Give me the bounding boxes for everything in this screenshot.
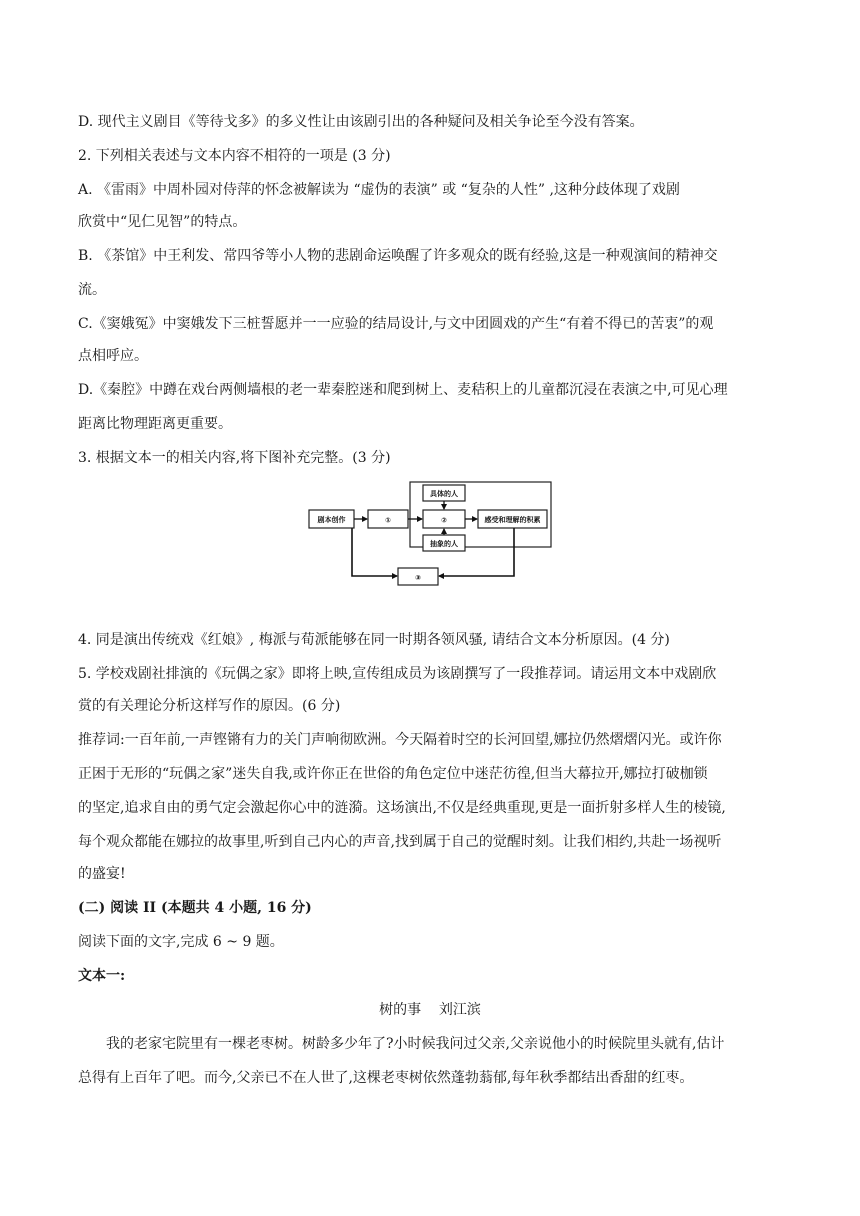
option-b-line2: 流。 bbox=[78, 282, 106, 298]
script-creation-label: 剧本创作 bbox=[317, 516, 346, 524]
question-2: 2. 下列相关表述与文本内容不相符的一项是 (3 分) bbox=[78, 148, 391, 164]
recommendation-line4: 每个观众都能在娜拉的故事里,听到自己内心的声音,找到属于自己的觉醒时刻。让我们相约,共赴一场视听 bbox=[78, 834, 722, 850]
blank-2-label: ② bbox=[441, 516, 447, 525]
option-c-line1: C.《窦娥冤》中窦娥发下三桩誓愿并一一应验的结局设计,与文中团圆戏的产生“有着不得已的苦衷”的观 bbox=[78, 316, 714, 332]
article-title: 树的事 刘江滨 bbox=[379, 1002, 481, 1018]
option-d-q1: D. 现代主义剧目《等待戈多》的多义性让由该剧引出的各种疑问及相关争论至今没有答案。 bbox=[78, 114, 644, 130]
article-paragraph-line2: 总得有上百年了吧。而今,父亲已不在人世了,这棵老枣树依然蓬勃蓊郁,每年秋季都结出香甜的红枣。 bbox=[78, 1070, 694, 1086]
option-d-line1: D.《秦腔》中蹲在戏台两侧墙根的老一辈秦腔迷和爬到树上、麦秸积上的儿童都沉浸在表演之中,可见心理 bbox=[78, 382, 728, 398]
option-b-line1: B. 《茶馆》中王利发、常四爷等小人物的悲剧命运唤醒了许多观众的既有经验,这是一种观演间的精神交 bbox=[78, 248, 718, 264]
text-one-label: 文本一: bbox=[78, 968, 126, 984]
option-d-line2: 距离比物理距离更重要。 bbox=[78, 416, 232, 432]
concrete-person-label: 具体的人 bbox=[430, 490, 458, 498]
accumulation-label: 感受和理解的积累 bbox=[484, 516, 541, 524]
question-5-line1: 5. 学校戏剧社排演的《玩偶之家》即将上映,宣传组成员为该剧撰写了一段推荐词。请运用文本中戏剧欣 bbox=[78, 666, 717, 682]
flow-diagram bbox=[306, 481, 552, 588]
recommendation-line5: 的盛宴! bbox=[78, 866, 126, 882]
blank-1-label: ① bbox=[385, 516, 391, 525]
section-2-heading: (二) 阅读 II (本题共 4 小题, 16 分) bbox=[78, 900, 312, 916]
arrow-script-to-3 bbox=[352, 528, 397, 576]
option-a-line1: A. 《雷雨》中周朴园对侍萍的怀念被解读为 “虚伪的表演” 或 “复杂的人性” ,这种分歧体现了戏剧 bbox=[78, 182, 680, 198]
recommendation-line1: 推荐词:一百年前,一声铿锵有力的关门声响彻欧洲。今天隔着时空的长河回望,娜拉仍然熠熠闪光。或许你 bbox=[78, 732, 722, 748]
option-a-line2: 欣赏中“见仁见智”的特点。 bbox=[78, 214, 247, 230]
question-4: 4. 同是演出传统戏《红娘》, 梅派与荀派能够在同一时期各领风骚, 请结合文本分析原因。(4 分) bbox=[78, 632, 670, 648]
recommendation-line3: 的坚定,追求自由的勇气定会激起你心中的涟漪。这场演出,不仅是经典重现,更是一面折射多样人生的棱镜, bbox=[78, 800, 726, 816]
question-3: 3. 根据文本一的相关内容,将下图补充完整。(3 分) bbox=[78, 450, 391, 466]
option-c-line2: 点相呼应。 bbox=[78, 348, 148, 364]
reading-instruction: 阅读下面的文字,完成 6 ~ 9 题。 bbox=[78, 934, 284, 950]
flow-diagram-svg bbox=[306, 481, 552, 588]
question-5-line2: 赏的有关理论分析这样写作的原因。(6 分) bbox=[78, 698, 341, 714]
blank-3-label: ③ bbox=[415, 574, 421, 582]
recommendation-line2: 正困于无形的“玩偶之家”迷失自我,或许你正在世俗的角色定位中迷茫彷徨,但当大幕拉开,娜拉打破枷锁 bbox=[78, 766, 708, 782]
article-paragraph-line1: 我的老家宅院里有一棵老枣树。树龄多少年了?小时候我问过父亲,父亲说他小的时候院里头就有,估计 bbox=[106, 1036, 725, 1052]
abstract-person-label: 抽象的人 bbox=[430, 540, 458, 548]
